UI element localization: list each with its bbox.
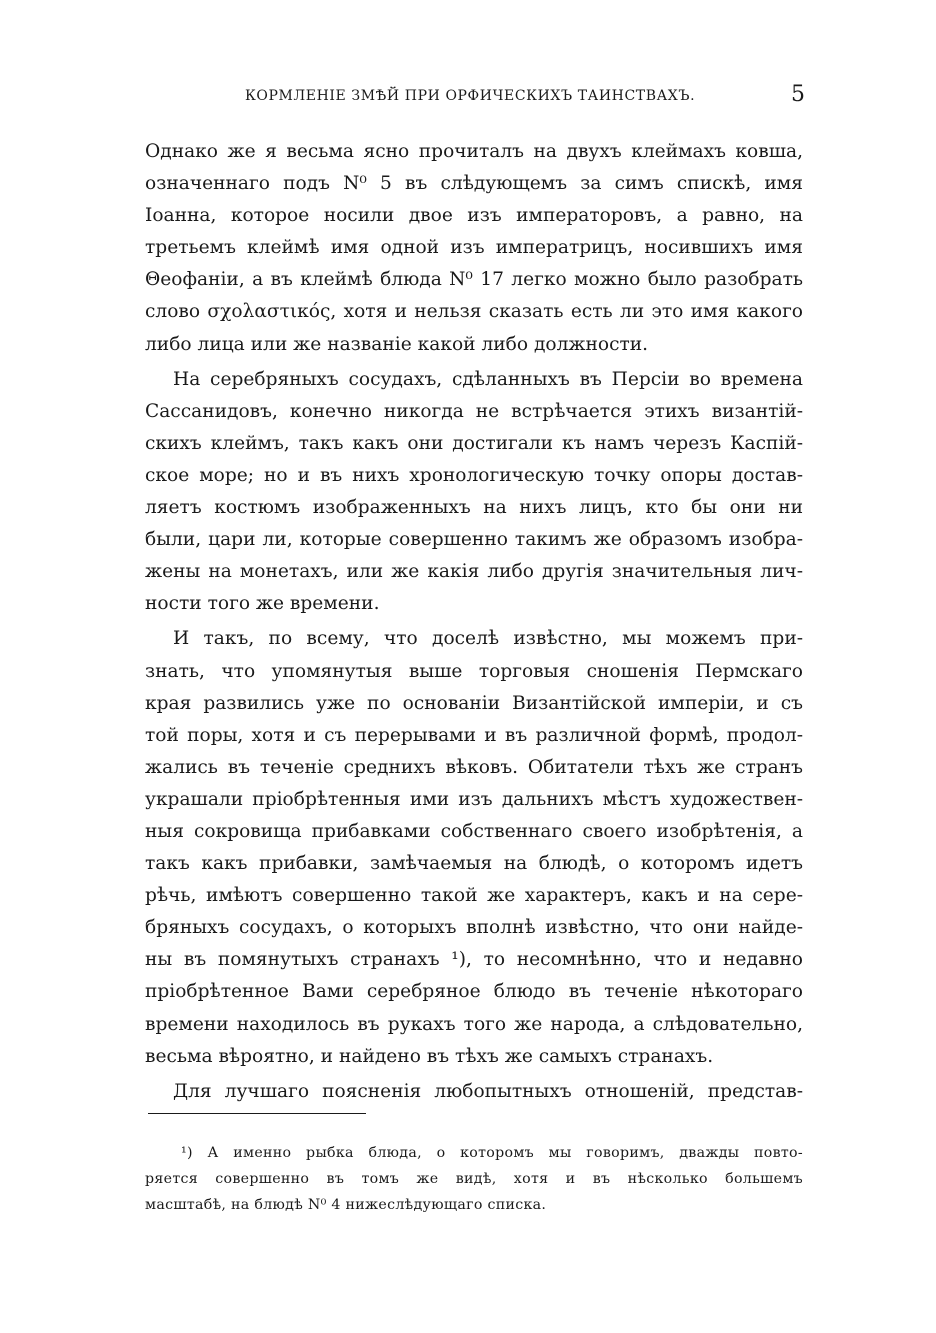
text-line: весьма вѣроятно, и найдено въ тѣхъ же самыхъ странахъ.: [145, 1045, 714, 1067]
footnote-divider: [148, 1113, 366, 1114]
paragraph-3: [145, 623, 803, 1072]
text-line: были, цари ли, которые совершенно такимъ же образомъ изобра-: [145, 529, 803, 551]
text-line: скихъ клеймъ, такъ какъ они достигали къ намъ черезъ Каспiй-: [145, 432, 803, 454]
text-line: слово σχολαστικός, хотя и нельзя сказать есть ли это имя какого: [145, 301, 803, 323]
text-line: На серебряныхъ сосудахъ, сдѣланныхъ въ Персiи во времена: [173, 368, 803, 390]
text-line: третьемъ клеймѣ имя одной изъ императрицъ, носившихъ имя: [145, 237, 803, 259]
text-line: ности того же времени.: [145, 593, 380, 615]
text-line: времени находилось въ рукахъ того же народа, а слѣдовательно,: [145, 1013, 803, 1035]
running-head: [145, 84, 805, 110]
text-line: края развились уже по основанiи Византiйской имперiи, и съ: [145, 692, 803, 714]
text-line: знать, что упомянутыя выше торговыя сношенiя Пермскаго: [145, 660, 803, 682]
text-line: Однако же я весьма ясно прочиталъ на двухъ клеймахъ ковша,: [145, 141, 803, 162]
text-line: жались въ теченiе среднихъ вѣковъ. Обитатели тѣхъ же странъ: [145, 756, 803, 778]
text-line: И такъ, по всему, что доселѣ извѣстно, мы можемъ при-: [173, 628, 803, 650]
paragraph-2: [145, 364, 803, 621]
text-line: той поры, хотя и съ перерывами и въ различной формѣ, продол-: [145, 724, 803, 746]
text-line: рѣчь, имѣютъ совершенно такой же характеръ, какъ и на сере-: [145, 885, 803, 907]
body-text: [145, 136, 803, 1108]
text-line: означеннаго подъ N⁰ 5 въ слѣдующемъ за симъ спискѣ, имя: [145, 173, 803, 195]
text-line: ское море; но и въ нихъ хронологическую точку опоры достав-: [145, 464, 803, 486]
running-title: КОРМЛЕНIЕ ЗМѢЙ ПРИ ОРФИЧЕСКИХЪ ТАИНСТВАХЪ.: [245, 88, 696, 104]
text-line: ныя сокровища прибавками собственнаго своего изобрѣтенiя, а: [145, 820, 803, 842]
text-line: ляетъ костюмъ изображенныхъ на нихъ лицъ, кто бы они ни: [145, 497, 803, 519]
text-line: ны въ помянутыхъ странахъ ¹), то несомнѣнно, что и недавно: [145, 949, 803, 971]
text-line: прiобрѣтенное Вами серебряное блюдо въ теченiе нѣкотораго: [145, 981, 803, 1003]
paragraph-4: [145, 1076, 803, 1108]
footnote-line: ряется совершенно въ томъ же видѣ, хотя и въ нѣсколько большемъ: [145, 1171, 803, 1187]
text-line: украшали прiобрѣтенныя ими изъ дальнихъ мѣстъ художествен-: [145, 788, 803, 810]
footnote-line: ¹) А именно рыбка блюда, о которомъ мы говоримъ, дважды повто-: [181, 1145, 803, 1161]
text-line: Для лучшаго поясненiя любопытныхъ отношенiй, представ-: [173, 1080, 803, 1102]
text-line: либо лица или же названiе какой либо должности.: [145, 333, 649, 355]
footnote: [145, 1140, 803, 1218]
paragraph-1: [145, 136, 803, 361]
text-line: такъ какъ прибавки, замѣчаемыя на блюдѣ, о которомъ идетъ: [145, 853, 803, 875]
text-line: Θеофанiи, а въ клеймѣ блюда N⁰ 17 легко можно было разобрать: [145, 269, 803, 291]
page-number: 5: [791, 82, 805, 107]
footnote-line: масштабѣ, на блюдѣ N⁰ 4 нижеслѣдующаго списка.: [145, 1197, 547, 1213]
text-line: бряныхъ сосудахъ, о которыхъ вполнѣ извѣстно, что они найде-: [145, 917, 803, 939]
text-line: Iоанна, которое носили двое изъ императоровъ, а равно, на: [145, 205, 803, 227]
text-line: Сассанидовъ, конечно никогда не встрѣчается этихъ византiй-: [145, 400, 803, 422]
text-line: жены на монетахъ, или же какiя либо другiя значительныя лич-: [145, 561, 803, 583]
